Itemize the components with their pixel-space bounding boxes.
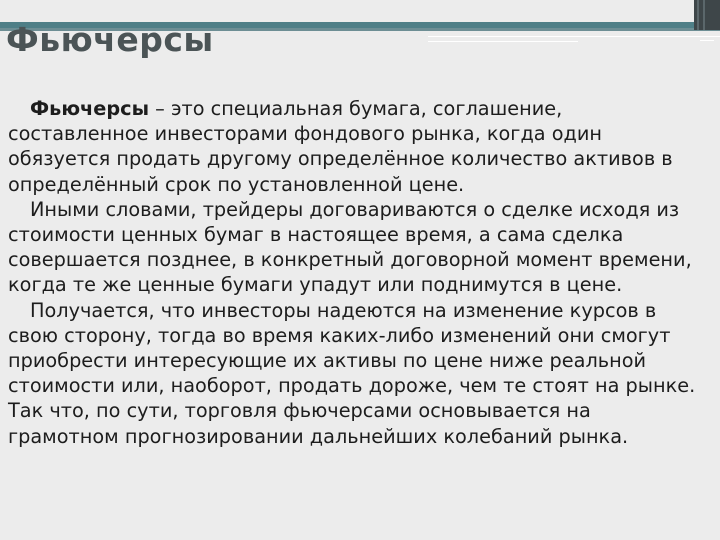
- paragraph: [8, 197, 700, 298]
- term-bold: Фьючерсы: [30, 97, 150, 120]
- paragraph-text: Получается, что инвесторы надеются на изменение курсов в свою сторону, тогда во время каких-либо изменений они смогут приобрести интересующие их активы по цене ниже реальной стоимости или, наоборот, продать дороже, чем те стоят на рынке. Так что, по сути, торговля фьючерсами основывается на грамотном прогнозировании дальнейших колебаний рынка.: [8, 298, 696, 448]
- paragraph-text: – это специальная бумага, соглашение, составленное инвесторами фондового рынка, когда один обязуется продать другому определённое количество активов в определённый срок по установленной цене.: [8, 97, 673, 196]
- title-underline: [428, 36, 720, 37]
- paragraph-text: Иными словами, трейдеры договариваются о сделке исходя из стоимости ценных бумаг в настоящее время, а сама сделка совершается позднее, в конкретный договорной момент времени, когда те же ценные бумаги упадут или поднимутся в цене.: [8, 197, 692, 297]
- corner-stripe: [697, 0, 699, 30]
- corner-stripe: [703, 0, 705, 30]
- title-underline-short: [428, 41, 578, 42]
- slide-body: [8, 96, 700, 449]
- paragraph: [8, 298, 700, 449]
- paragraph: [8, 96, 700, 197]
- corner-tick: [700, 32, 714, 41]
- slide-title: Фьючерсы: [6, 20, 214, 59]
